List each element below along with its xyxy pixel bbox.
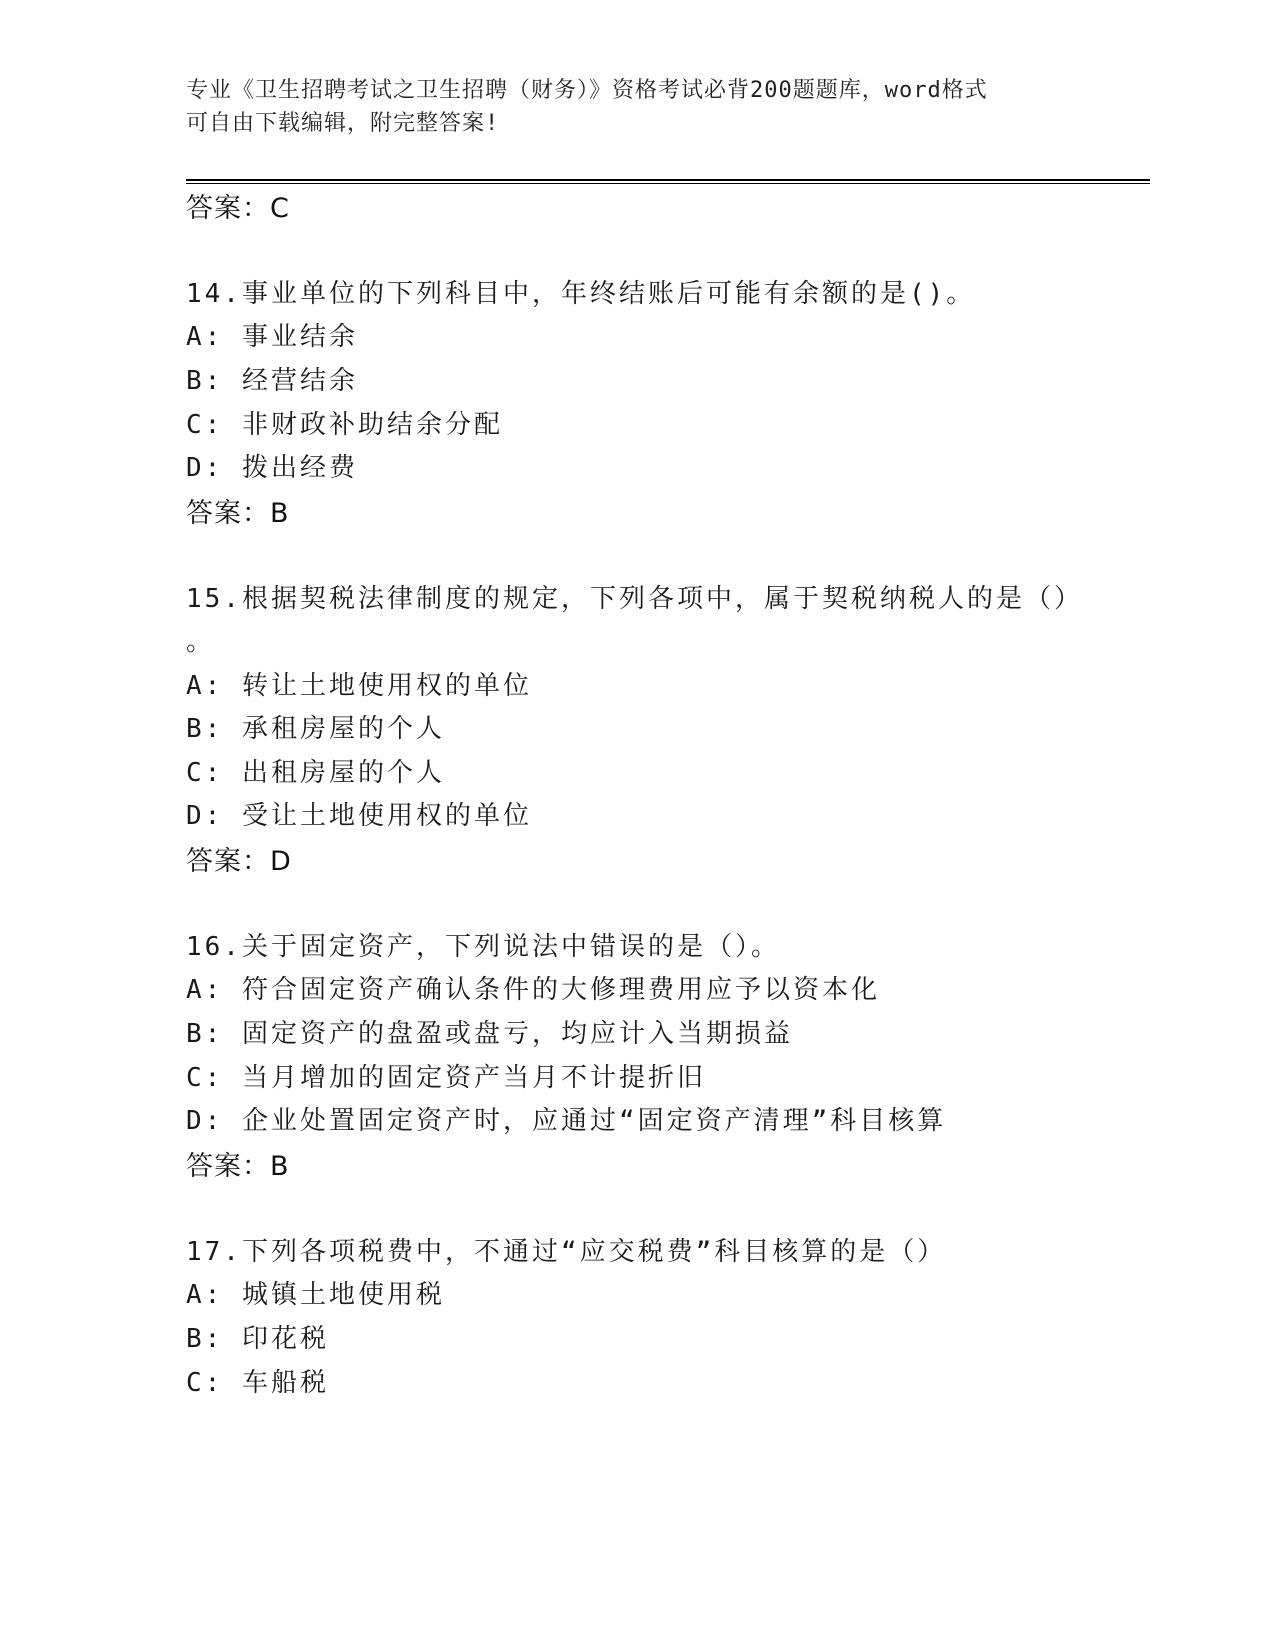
question-15-option-d: D: 受让土地使用权的单位 — [186, 801, 532, 831]
question-16-option-c: C: 当月增加的固定资产当月不计提折旧 — [186, 1063, 706, 1093]
header-line-1: 专业《卫生招聘考试之卫生招聘（财务）》资格考试必背200题题库，word格式 — [186, 78, 988, 103]
question-14-option-a: A: 事业结余 — [186, 322, 358, 352]
question-15-option-b: B: 承租房屋的个人 — [186, 714, 445, 744]
answer-q15: 答案：D — [186, 846, 292, 877]
question-14-option-c: C: 非财政补助结余分配 — [186, 410, 503, 440]
answer-q13: 答案：C — [186, 193, 290, 224]
question-16-option-b: B: 固定资产的盘盈或盘亏，均应计入当期损益 — [186, 1019, 793, 1049]
question-14-stem: 14.事业单位的下列科目中，年终结账后可能有余额的是()。 — [186, 279, 976, 309]
question-17-stem: 17.下列各项税费中，不通过“应交税费”科目核算的是（） — [186, 1237, 947, 1267]
question-15-stem: 15.根据契税法律制度的规定，下列各项中，属于契税纳税人的是（） — [186, 584, 1083, 614]
answer-q16: 答案：B — [186, 1151, 290, 1182]
question-14-option-d: D: 拨出经费 — [186, 453, 358, 483]
question-14-option-b: B: 经营结余 — [186, 366, 358, 396]
question-15-option-a: A: 转让土地使用权的单位 — [186, 671, 532, 701]
question-17-option-c: C: 车船税 — [186, 1368, 329, 1398]
question-17-option-a: A: 城镇土地使用税 — [186, 1280, 445, 1310]
question-15-stem-continued: 。 — [186, 627, 216, 657]
question-17-option-b: B: 印花税 — [186, 1324, 329, 1354]
header-divider-thin — [186, 183, 1150, 184]
question-16-option-d: D: 企业处置固定资产时，应通过“固定资产清理”科目核算 — [186, 1106, 947, 1136]
question-16-option-a: A: 符合固定资产确认条件的大修理费用应予以资本化 — [186, 975, 880, 1005]
header-line-2: 可自由下载编辑，附完整答案! — [186, 111, 500, 136]
question-15-option-c: C: 出租房屋的个人 — [186, 758, 445, 788]
question-16-stem: 16.关于固定资产，下列说法中错误的是（）。 — [186, 932, 780, 962]
document-header — [186, 74, 1066, 140]
answer-q14: 答案：B — [186, 498, 290, 529]
header-divider-thick — [186, 179, 1150, 181]
